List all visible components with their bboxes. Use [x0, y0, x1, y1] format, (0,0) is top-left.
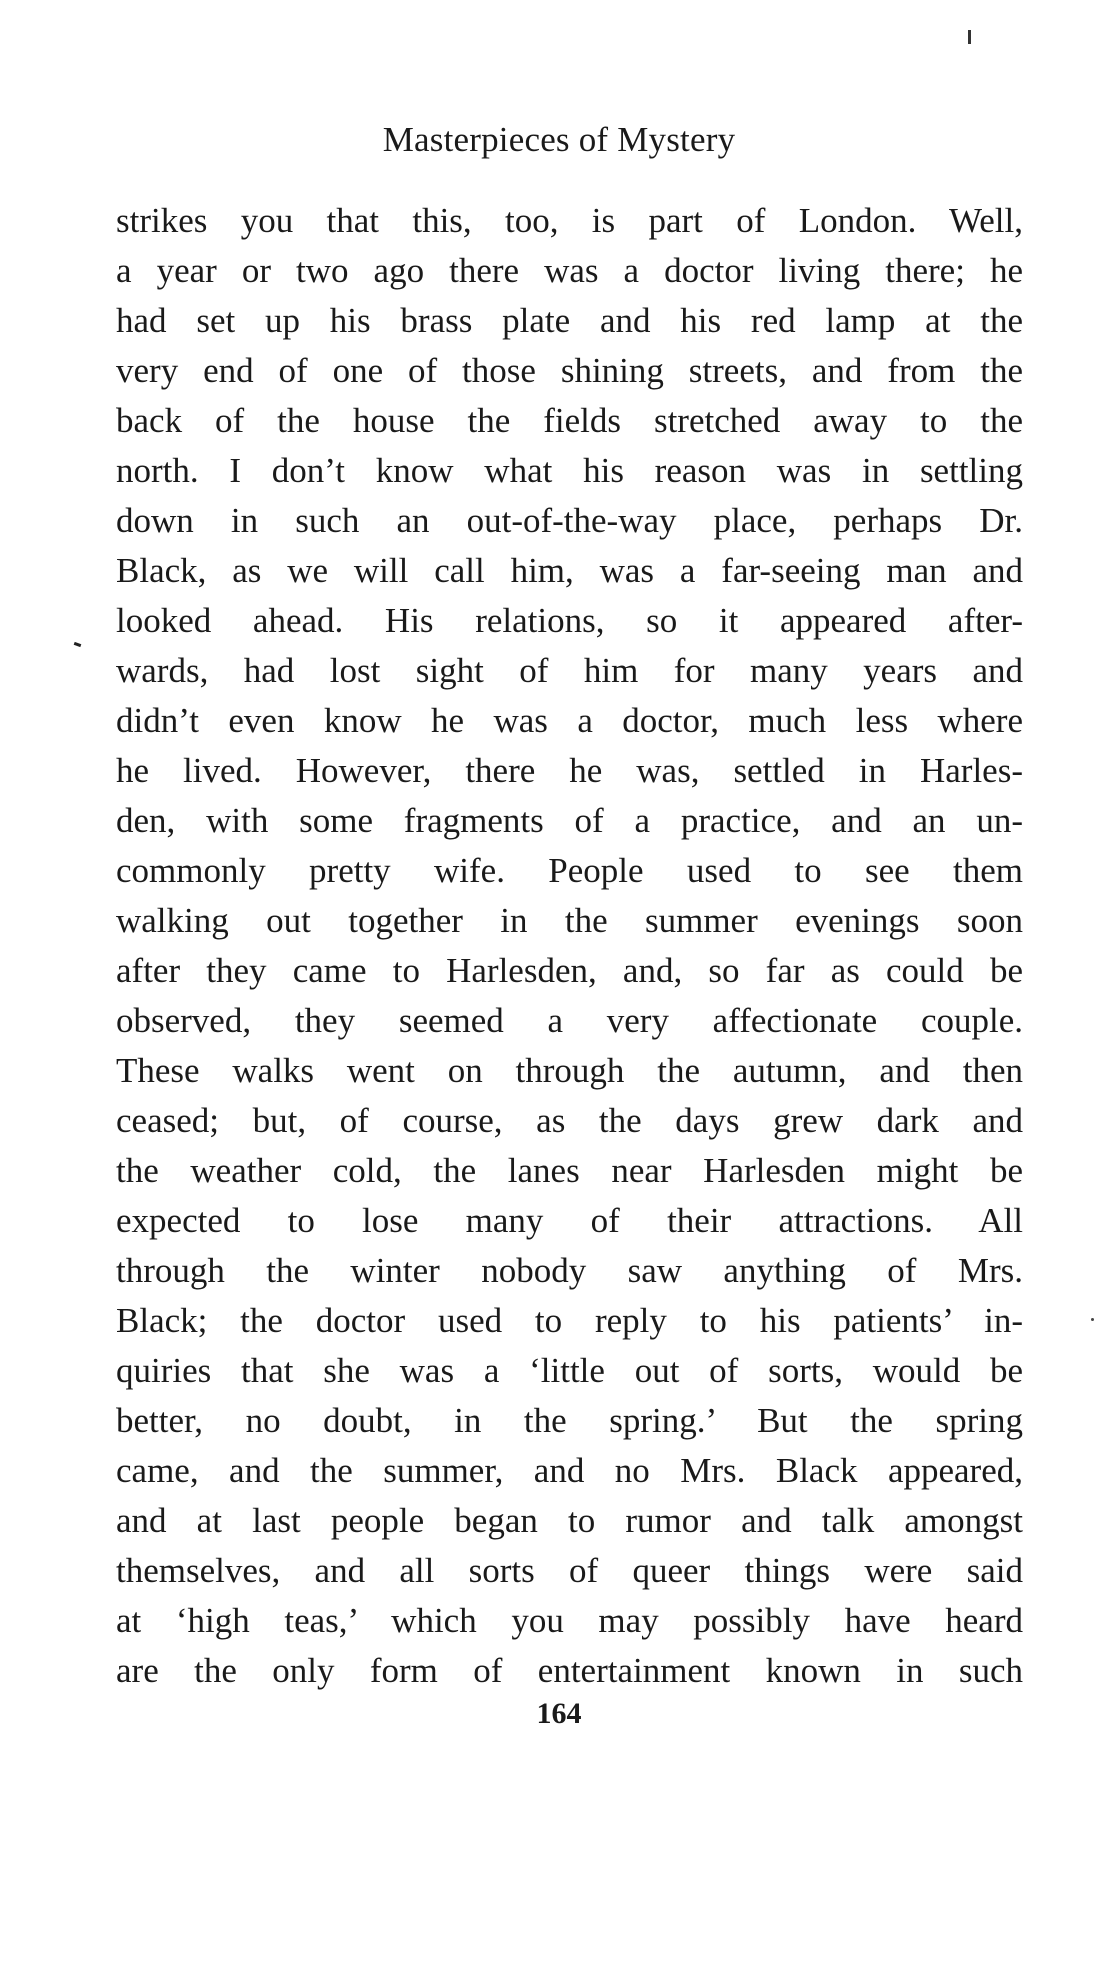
text-line: ceased; but, of course, as the days grew dark and [116, 1101, 1023, 1140]
text-line: quiries that she was a ‘little out of sorts, would be [116, 1351, 1023, 1390]
text-line: and at last people began to rumor and talk amongst [116, 1501, 1023, 1540]
page-number: 164 [536, 1697, 582, 1730]
text-line: down in such an out-of-the-way place, perhaps Dr. [116, 501, 1023, 540]
text-line: didn’t even know he was a doctor, much less where [116, 701, 1023, 740]
text-line: walking out together in the summer evenings soon [116, 901, 1023, 940]
text-line: These walks went on through the autumn, and then [116, 1051, 1023, 1090]
text-line: north. I don’t know what his reason was in settling [116, 451, 1023, 490]
text-line: commonly pretty wife. People used to see them [116, 851, 1023, 890]
text-line: after they came to Harlesden, and, so far as could be [116, 951, 1023, 990]
text-line: Black; the doctor used to reply to his patients’ in- [116, 1301, 1023, 1340]
text-line: are the only form of entertainment known in such [116, 1651, 1023, 1690]
running-title: Masterpieces of Mystery [382, 120, 736, 159]
text-line: Black, as we will call him, was a far-seeing man and [116, 551, 1023, 590]
text-line: den, with some fragments of a practice, and an un- [116, 801, 1023, 840]
text-line: expected to lose many of their attractions. All [116, 1201, 1023, 1240]
text-line: better, no doubt, in the spring.’ But the spring [116, 1401, 1023, 1440]
text-line: the weather cold, the lanes near Harlesden might be [116, 1151, 1023, 1190]
text-line: observed, they seemed a very affectionate couple. [116, 1001, 1023, 1040]
text-line: wards, had lost sight of him for many years and [116, 651, 1023, 690]
text-line: looked ahead. His relations, so it appeared after- [116, 601, 1023, 640]
text-line: at ‘high teas,’ which you may possibly have heard [116, 1601, 1023, 1640]
text-line: through the winter nobody saw anything of Mrs. [116, 1251, 1023, 1290]
corner-tick-mark [968, 30, 971, 44]
right-margin-dot [1091, 1318, 1094, 1321]
body-text [116, 196, 1023, 1696]
text-line: a year or two ago there was a doctor living there; he [116, 251, 1023, 290]
text-line: he lived. However, there he was, settled in Harles- [116, 751, 1023, 790]
left-margin-mark [74, 642, 82, 647]
text-line: very end of one of those shining streets, and from the [116, 351, 1023, 390]
text-line: had set up his brass plate and his red lamp at the [116, 301, 1023, 340]
text-line: themselves, and all sorts of queer things were said [116, 1551, 1023, 1590]
text-line: came, and the summer, and no Mrs. Black appeared, [116, 1451, 1023, 1490]
text-line: back of the house the fields stretched away to the [116, 401, 1023, 440]
text-line: strikes you that this, too, is part of London. Well, [116, 201, 1023, 240]
